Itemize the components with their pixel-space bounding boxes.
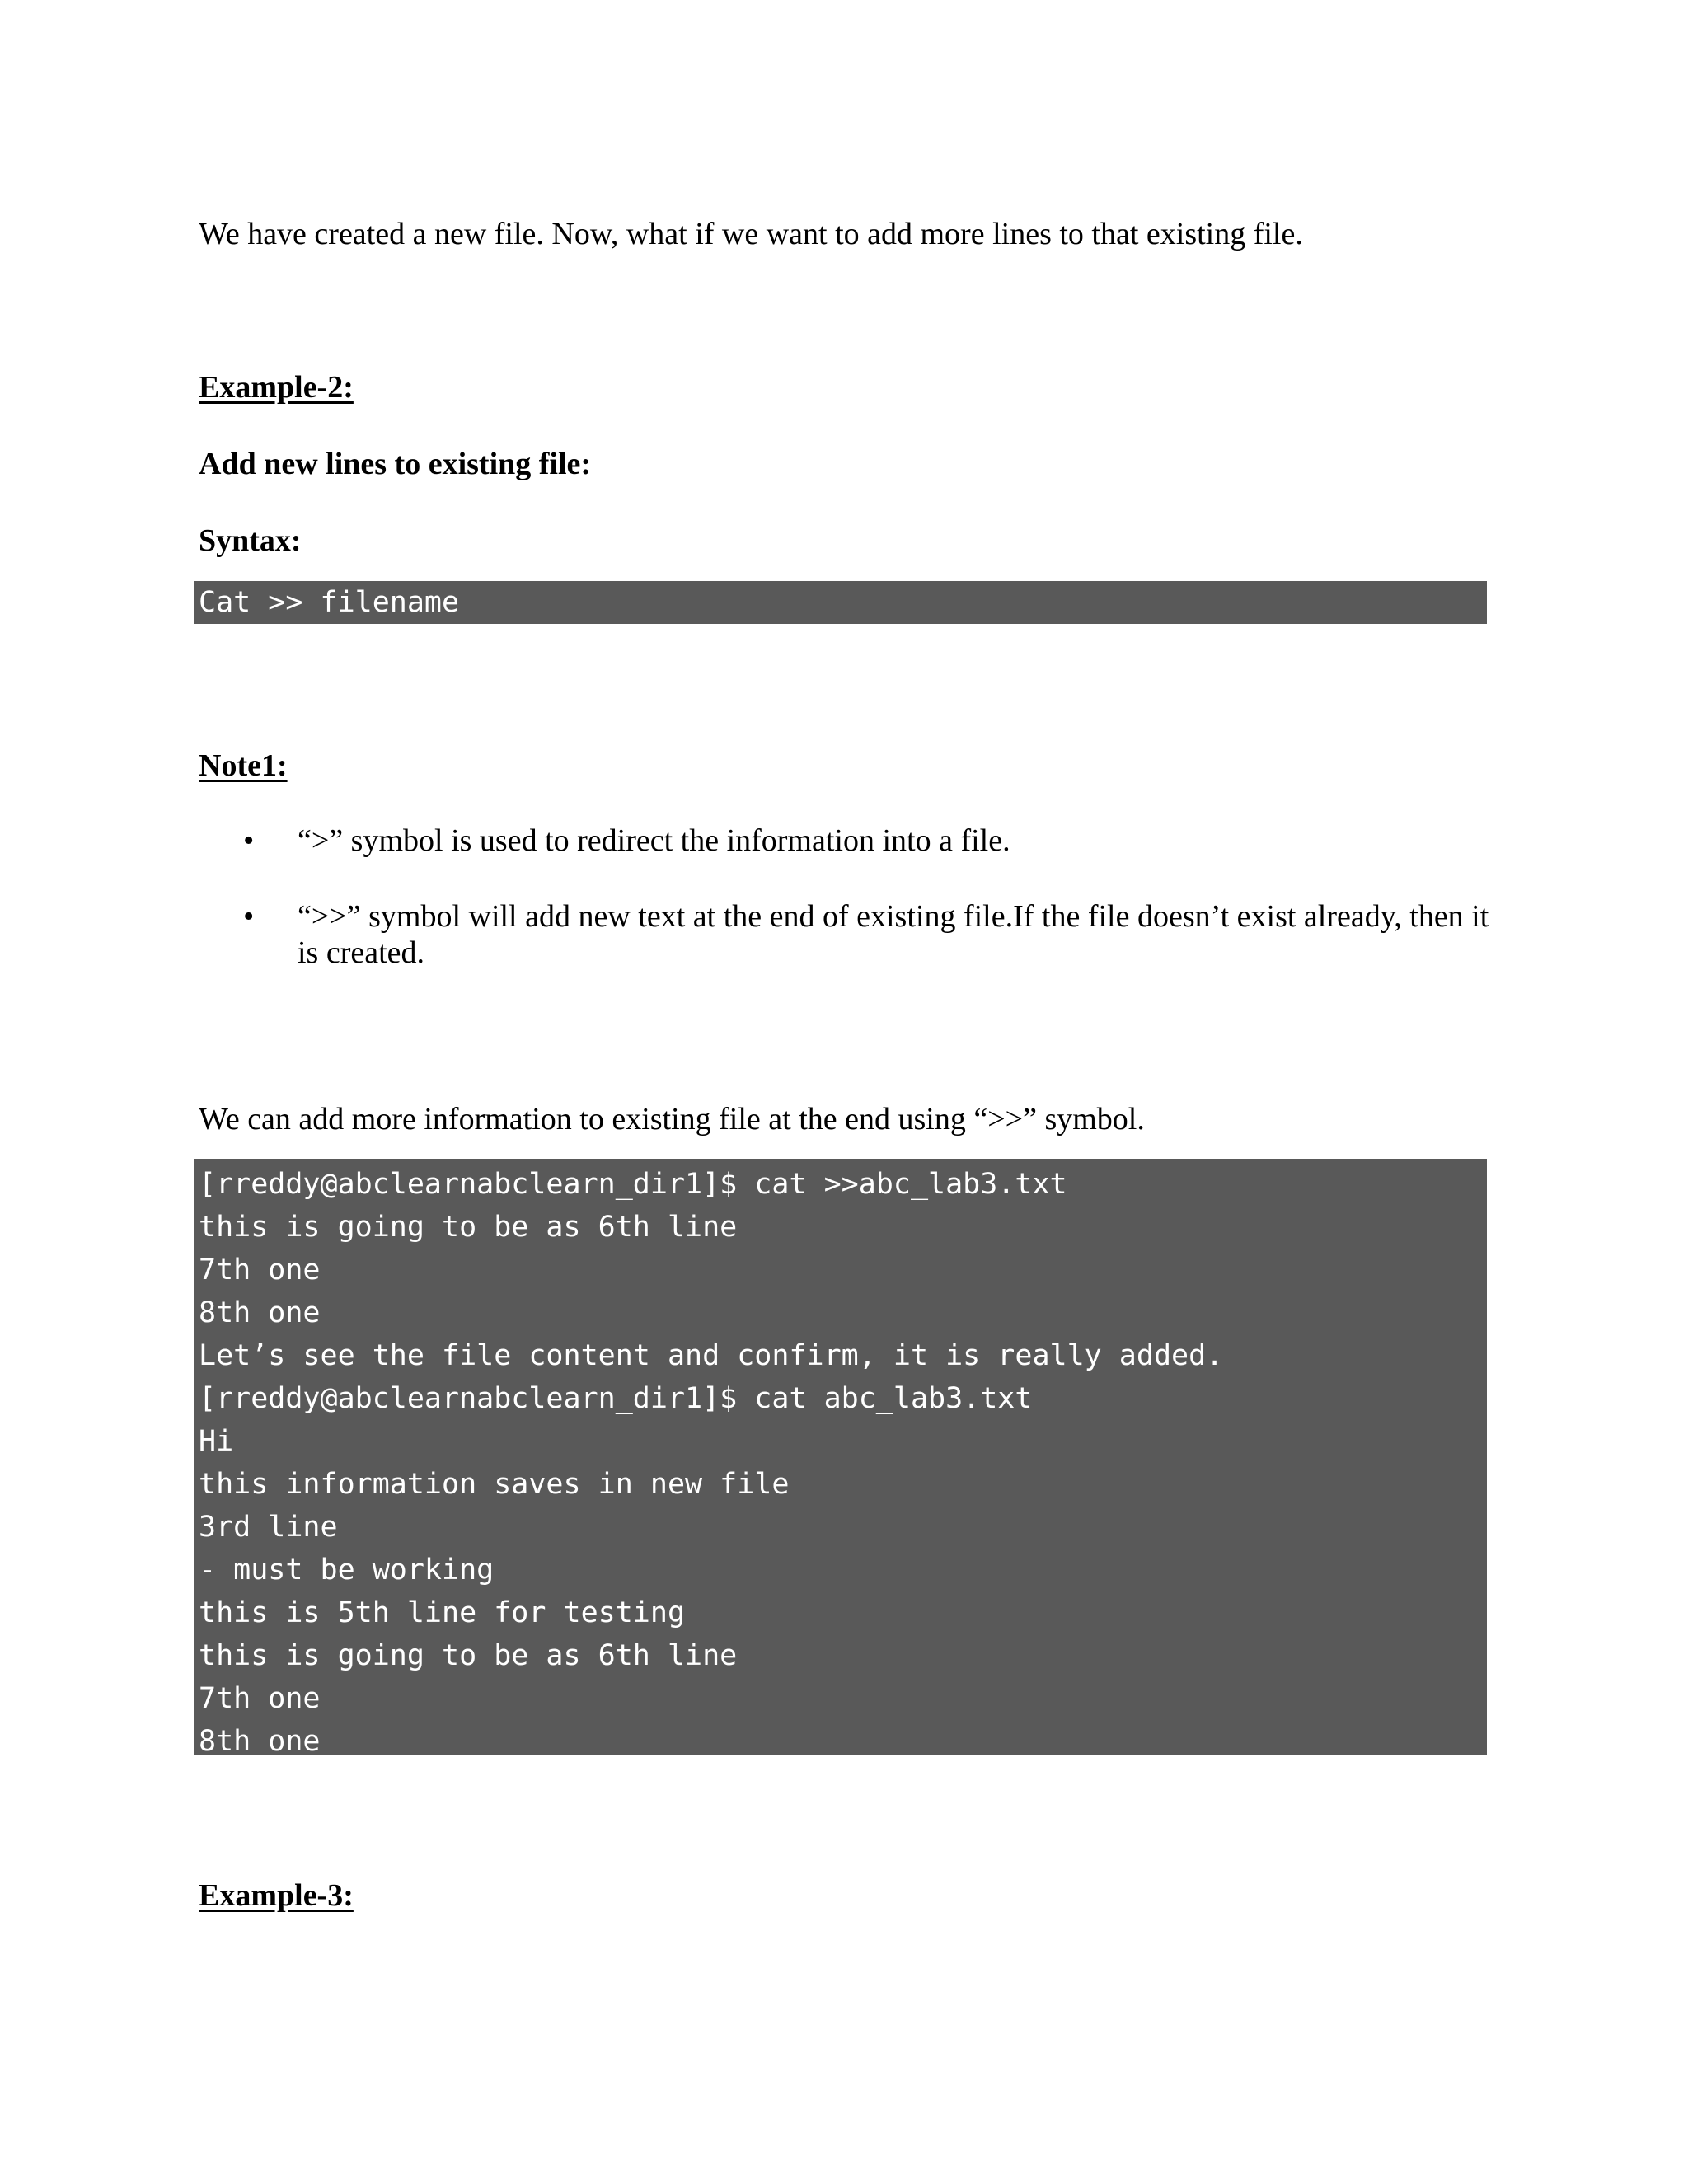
example-2-heading: Example-2: [199,370,354,405]
example-3-heading: Example-3: [199,1878,354,1913]
intro-paragraph: We have created a new file. Now, what if we want to add more lines to that existing file. [199,217,1303,251]
syntax-code-line: Cat >> filename [199,586,460,619]
note1-heading: Note1: [199,748,288,783]
bullet-icon: • [243,823,255,858]
terminal-line: this is going to be as 6th line [199,1211,738,1244]
example-2-subheading: Add new lines to existing file: [199,447,592,481]
syntax-code-block [194,581,1487,624]
terminal-line: [rreddy@abclearnabclearn_dir1]$ cat abc_lab3.txt [199,1382,1033,1415]
terminal-line: [rreddy@abclearnabclearn_dir1]$ cat >>abc_lab3.txt [199,1168,1067,1201]
terminal-output-block [194,1159,1487,1758]
terminal-line: 7th one [199,1682,321,1715]
bullet-icon: • [243,899,255,934]
bullet-text: “>>” symbol will add new text at the end of existing file.If the file doesn’t exist already, then it is created. [298,899,1489,970]
terminal-line: 8th one [199,1296,321,1329]
terminal-line: 8th one [199,1725,321,1758]
terminal-line: this is going to be as 6th line [199,1639,738,1672]
append-intro-paragraph: We can add more information to existing file at the end using “>>” symbol. [199,1102,1145,1137]
terminal-line: 7th one [199,1254,321,1286]
terminal-line: Let’s see the file content and confirm, it is really added. [199,1339,1224,1372]
terminal-line: this is 5th line for testing [199,1596,686,1629]
terminal-line: this information saves in new file [199,1468,790,1501]
bullet-text: “>” symbol is used to redirect the information into a file. [298,823,1010,858]
terminal-line: Hi [199,1425,234,1458]
terminal-line: 3rd line [199,1511,338,1544]
terminal-line: - must be working [199,1554,495,1586]
syntax-label: Syntax: [199,523,302,558]
